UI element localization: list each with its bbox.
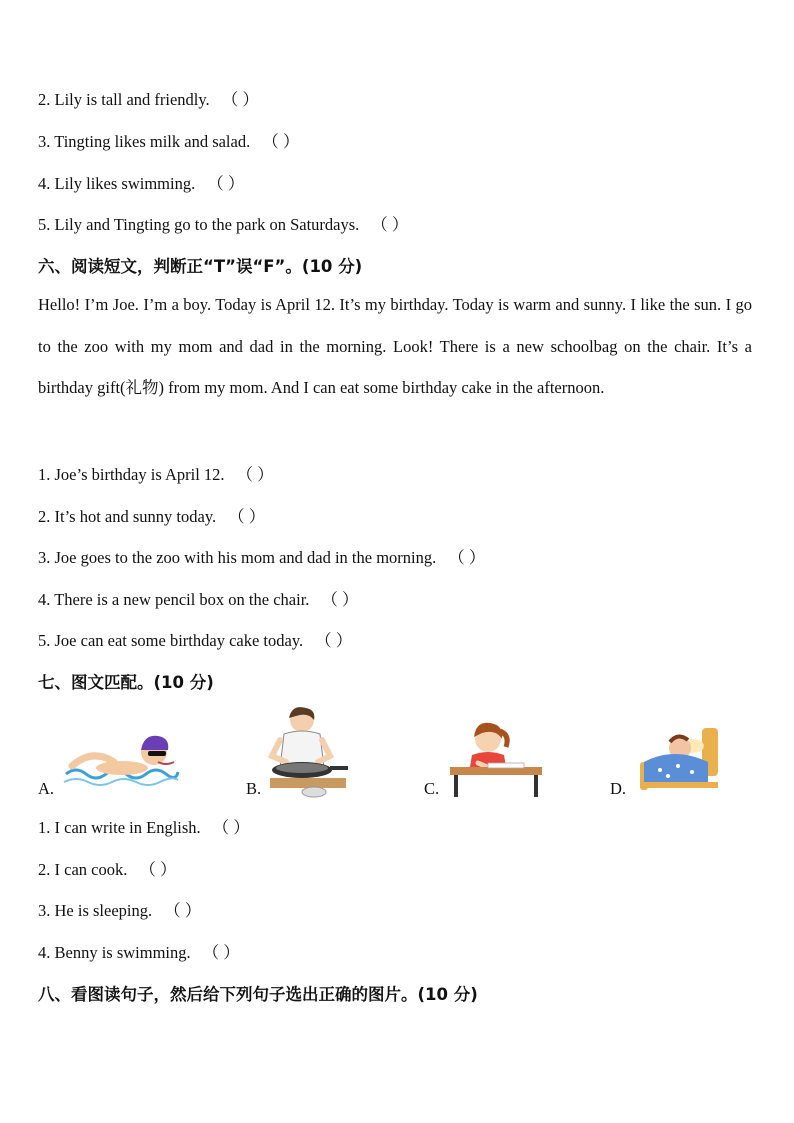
question-text: 2. I can cook. [38,860,128,879]
answer-blank[interactable]: （ ） [207,174,245,193]
question-item [38,814,250,838]
reading-passage: Hello! I’m Joe. I’m a boy. Today is April 12. It’s my birthday. Today is warm and sunny. I like the sun. I go to the zoo with my mom and dad in the morning. Look! There is a new schoolbag on the chair. It’s a birthday gift(礼物) from my mom. And I can eat some birthday cake in the afternoon. [38,295,752,397]
section-heading: 六、阅读短文，判断正“T”误“F”。(10 分) [38,257,363,276]
question-item [38,627,352,651]
writing-picture [448,715,544,797]
answer-blank[interactable]: （ ） [321,590,359,609]
option-label-c: C. [424,779,440,798]
question-text: 3. Tingting likes milk and salad. [38,132,251,151]
option-label-b: B. [246,779,262,798]
answer-blank[interactable]: （ ） [236,465,274,484]
question-text: 3. Joe goes to the zoo with his mom and dad in the morning. [38,548,437,567]
question-item [38,86,259,110]
question-text: 5. Joe can eat some birthday cake today. [38,631,304,650]
answer-blank[interactable]: （ ） [202,943,240,962]
question-text: 1. I can write in English. [38,818,201,837]
section-heading: 七、图文匹配。(10 分) [38,673,214,692]
question-text: 3. He is sleeping. [38,901,153,920]
question-item [38,211,408,235]
question-item [38,128,299,152]
answer-blank[interactable]: （ ） [212,818,250,837]
question-text: 5. Lily and Tingting go to the park on Saturdays. [38,215,360,234]
question-text: 2. Lily is tall and friendly. [38,90,210,109]
answer-blank[interactable]: （ ） [371,215,409,234]
question-text: 2. It’s hot and sunny today. [38,507,217,526]
answer-blank[interactable]: （ ） [262,132,300,151]
question-item [38,939,240,963]
question-text: 4. There is a new pencil box on the chair. [38,590,310,609]
question-item [38,544,485,568]
question-item [38,461,274,485]
answer-blank[interactable]: （ ） [164,901,202,920]
option-label-a: A. [38,779,55,798]
question-item [38,897,201,921]
cooking-picture [266,706,348,798]
sleeping-picture [638,722,722,794]
question-text: 4. Lily likes swimming. [38,174,196,193]
question-item [38,503,265,527]
answer-blank[interactable]: （ ） [228,507,266,526]
swimming-picture [62,722,180,794]
answer-blank[interactable]: （ ） [221,90,259,109]
answer-blank[interactable]: （ ） [139,860,177,879]
question-item [38,586,359,610]
answer-blank[interactable]: （ ） [315,631,353,650]
question-text: 1. Joe’s birthday is April 12. [38,465,225,484]
section-heading: 八、看图读句子，然后给下列句子选出正确的图片。(10 分) [38,985,478,1004]
option-label-d: D. [610,779,627,798]
question-item [38,170,244,194]
question-item [38,856,176,880]
question-text: 4. Benny is swimming. [38,943,191,962]
answer-blank[interactable]: （ ） [448,548,486,567]
